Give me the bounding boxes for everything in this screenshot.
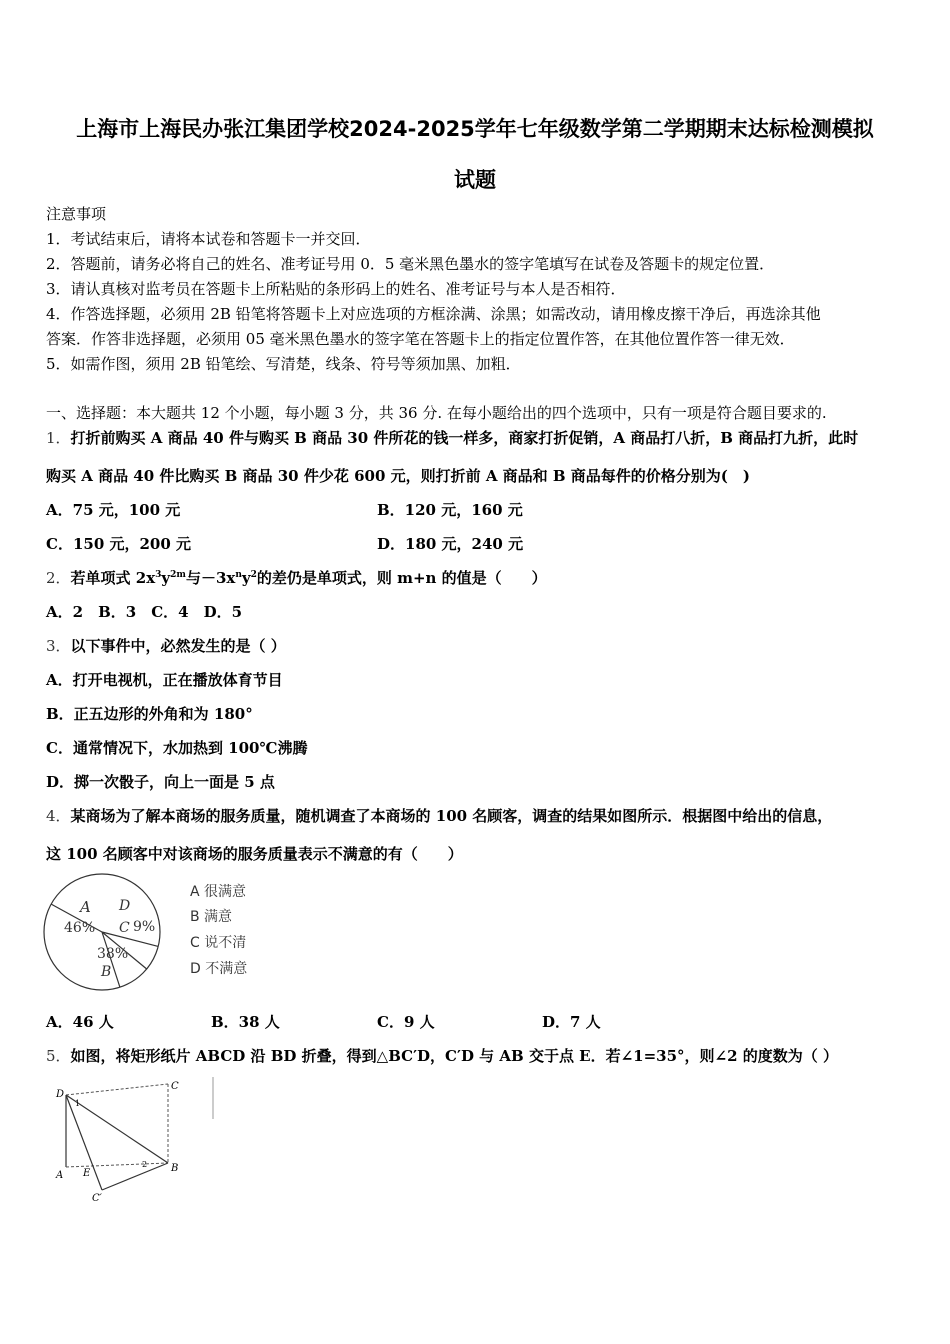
edge-c-prime-b xyxy=(102,1163,168,1190)
label-c-prime: C′ xyxy=(92,1193,102,1204)
q1-option-b: B．120 元，160 元 xyxy=(377,501,523,519)
section-heading: 一、选择题：本大题共 12 个小题，每小题 3 分，共 36 分. 在每小题给出的四个选项中，只有一项是符合题目要求的. xyxy=(46,404,827,422)
pie-label-a-pct: 46% xyxy=(64,920,96,936)
pie-label-b-pct: 38% xyxy=(97,946,129,962)
edge-ab xyxy=(66,1163,168,1167)
legend-c: C 说不清 xyxy=(190,935,247,951)
q2-exponent: 2 xyxy=(250,570,257,580)
label-angle-2: 2 xyxy=(142,1160,148,1169)
q2-text: y xyxy=(241,569,251,587)
q3-option-c: C．通常情况下，水加热到 100℃沸腾 xyxy=(46,739,308,757)
question-number: 4． xyxy=(46,807,71,825)
q2-text: y xyxy=(161,569,171,587)
question-number: 2． xyxy=(46,569,71,587)
q1-option-c: C．150 元，200 元 xyxy=(46,535,192,553)
q2-exponent: 3 xyxy=(155,570,162,580)
notice-item: 3．请认真核对监考员在答题卡上所粘贴的条形码上的姓名、准考证号与本人是否相符． xyxy=(46,280,626,298)
question-4-line1 xyxy=(46,805,832,826)
q3-option-d: D．掷一次骰子，向上一面是 5 点 xyxy=(46,773,275,791)
q2-text: 若单项式 2x xyxy=(70,569,156,587)
question-text: 以下事件中，必然发生的是（ ） xyxy=(70,637,286,655)
page-title-line2: 试题 xyxy=(454,168,496,192)
satisfaction-pie-chart xyxy=(40,870,170,995)
q2-exponent: 2m xyxy=(170,570,186,580)
edge-dc xyxy=(66,1084,168,1095)
q3-option-a: A．打开电视机，正在播放体育节目 xyxy=(46,671,283,689)
notice-item: 1．考试结束后，请将本试卷和答题卡一并交回． xyxy=(46,230,371,248)
notice-item: 5．如需作图，须用 2B 铅笔绘、写清楚，线条、符号等须加黑、加粗． xyxy=(46,355,521,373)
label-angle-1: 1 xyxy=(75,1099,81,1108)
q3-option-b: B．正五边形的外角和为 180° xyxy=(46,705,253,723)
notice-item: 4．作答选择题，必须用 2B 铅笔将答题卡上对应选项的方框涂满、涂黑；如需改动，请用橡皮擦干净后，再选涂其他 xyxy=(46,305,821,323)
q2-exponent: n xyxy=(235,570,242,580)
pie-label-b: B xyxy=(101,964,112,980)
question-text: 如图，将矩形纸片 ABCD 沿 BD 折叠，得到△BC′D，C′D 与 AB 交于点 E．若∠1=35°，则∠2 的度数为（ ） xyxy=(70,1047,838,1065)
label-a: A xyxy=(56,1170,64,1181)
question-number: 5． xyxy=(46,1047,71,1065)
legend-a: A 很满意 xyxy=(190,884,247,900)
pie-label-c-pct: 9% xyxy=(133,919,156,935)
label-b: B xyxy=(171,1163,179,1174)
notice-item: 答案．作答非选择题，必须用 05 毫米黑色墨水的签字笔在答题卡上的指定位置作答，在其他位置作答一律无效． xyxy=(46,330,795,348)
q4-option-d: D．7 人 xyxy=(542,1013,601,1031)
question-1-line1 xyxy=(46,427,858,448)
rectangle-fold-figure xyxy=(50,1075,220,1205)
page-title: 上海市上海民办张江集团学校2024-2025学年七年级数学第二学期期末达标检测模拟 xyxy=(76,117,874,141)
question-4-line2: 这 100 名顾客中对该商场的服务质量表示不满意的有（ ） xyxy=(46,845,463,863)
legend-b: B 满意 xyxy=(190,909,233,925)
question-5 xyxy=(46,1045,838,1066)
q4-option-c: C．9 人 xyxy=(377,1013,435,1031)
label-d: D xyxy=(56,1089,65,1100)
q1-option-d: D．180 元，240 元 xyxy=(377,535,524,553)
q1-option-a: A．75 元，100 元 xyxy=(46,501,181,519)
pie-label-a: A xyxy=(80,898,91,916)
question-3 xyxy=(46,635,286,656)
q2-text: 的差仍是单项式，则 m+n 的值是（ ） xyxy=(256,569,547,587)
question-number: 3． xyxy=(46,637,71,655)
q4-option-a: A．46 人 xyxy=(46,1013,114,1031)
question-number: 1． xyxy=(46,429,71,447)
q2-text: 与－3x xyxy=(185,569,236,587)
fold-line-bd xyxy=(66,1095,168,1163)
q4-option-b: B．38 人 xyxy=(211,1013,280,1031)
question-text: 某商场为了解本商场的服务质量，随机调查了本商场的 100 名顾客，调查的结果如图所示．根据图中给出的信息， xyxy=(70,807,833,825)
pie-label-c: C xyxy=(119,920,130,936)
question-2 xyxy=(46,567,547,588)
notice-item: 2．答题前，请务必将自己的姓名、准考证号用 0．5 毫米黑色墨水的签字笔填写在试卷及答题卡的规定位置． xyxy=(46,255,775,273)
q2-options: A．2 B．3 C．4 D．5 xyxy=(46,603,243,621)
pie-label-d: D xyxy=(119,898,131,914)
question-1-line2: 购买 A 商品 40 件比购买 B 商品 30 件少花 600 元，则打折前 A 商品和 B 商品每件的价格分别为( ) xyxy=(46,467,751,485)
label-c: C xyxy=(171,1081,179,1092)
label-e: E xyxy=(83,1168,91,1179)
question-text: 打折前购买 A 商品 40 件与购买 B 商品 30 件所花的钱一样多，商家打折促销，A 商品打八折，B 商品打九折，此时 xyxy=(70,429,859,447)
notice-heading: 注意事项 xyxy=(46,205,107,223)
legend-d: D 不满意 xyxy=(190,961,248,977)
